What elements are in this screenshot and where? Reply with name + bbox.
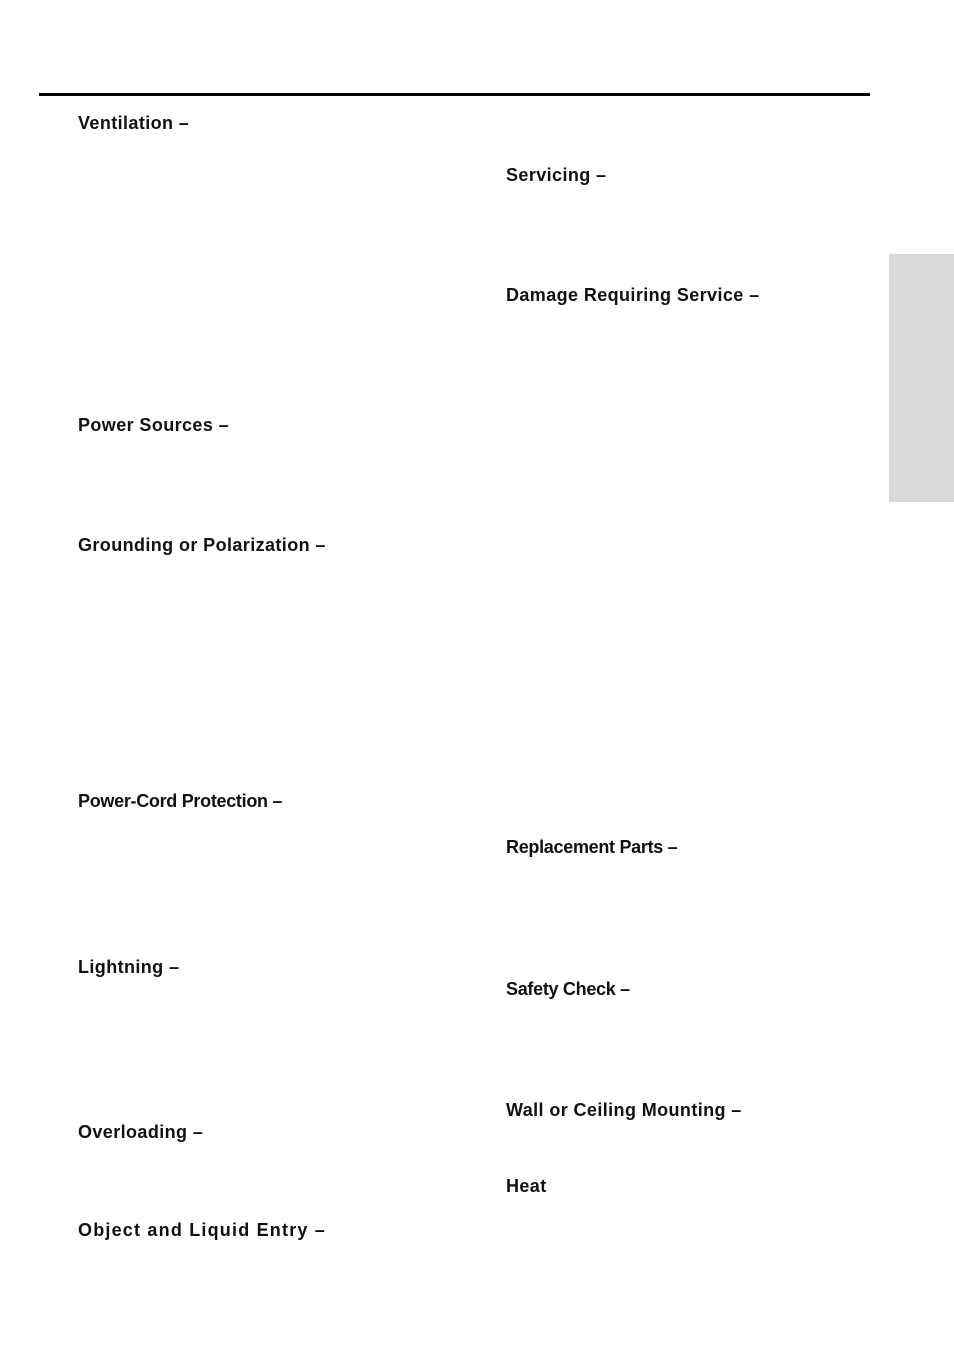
heading-replacement-parts: Replacement Parts – xyxy=(506,837,678,857)
heading-servicing: Servicing – xyxy=(506,165,607,185)
heading-grounding-polarization: Grounding or Polarization – xyxy=(78,535,326,555)
heading-ventilation: Ventilation – xyxy=(78,113,190,133)
heading-safety-check: Safety Check – xyxy=(506,979,630,999)
heading-heat: Heat xyxy=(506,1176,547,1196)
side-section-tab xyxy=(889,254,954,502)
top-divider-rule xyxy=(39,93,870,96)
heading-overloading: Overloading – xyxy=(78,1122,204,1142)
heading-lightning: Lightning – xyxy=(78,957,180,977)
heading-power-cord-protection: Power-Cord Protection – xyxy=(78,791,283,811)
heading-wall-ceiling-mounting: Wall or Ceiling Mounting – xyxy=(506,1100,742,1120)
heading-power-sources: Power Sources – xyxy=(78,415,230,435)
heading-object-liquid-entry: Object and Liquid Entry – xyxy=(78,1220,327,1240)
heading-damage-requiring-service: Damage Requiring Service – xyxy=(506,285,760,305)
